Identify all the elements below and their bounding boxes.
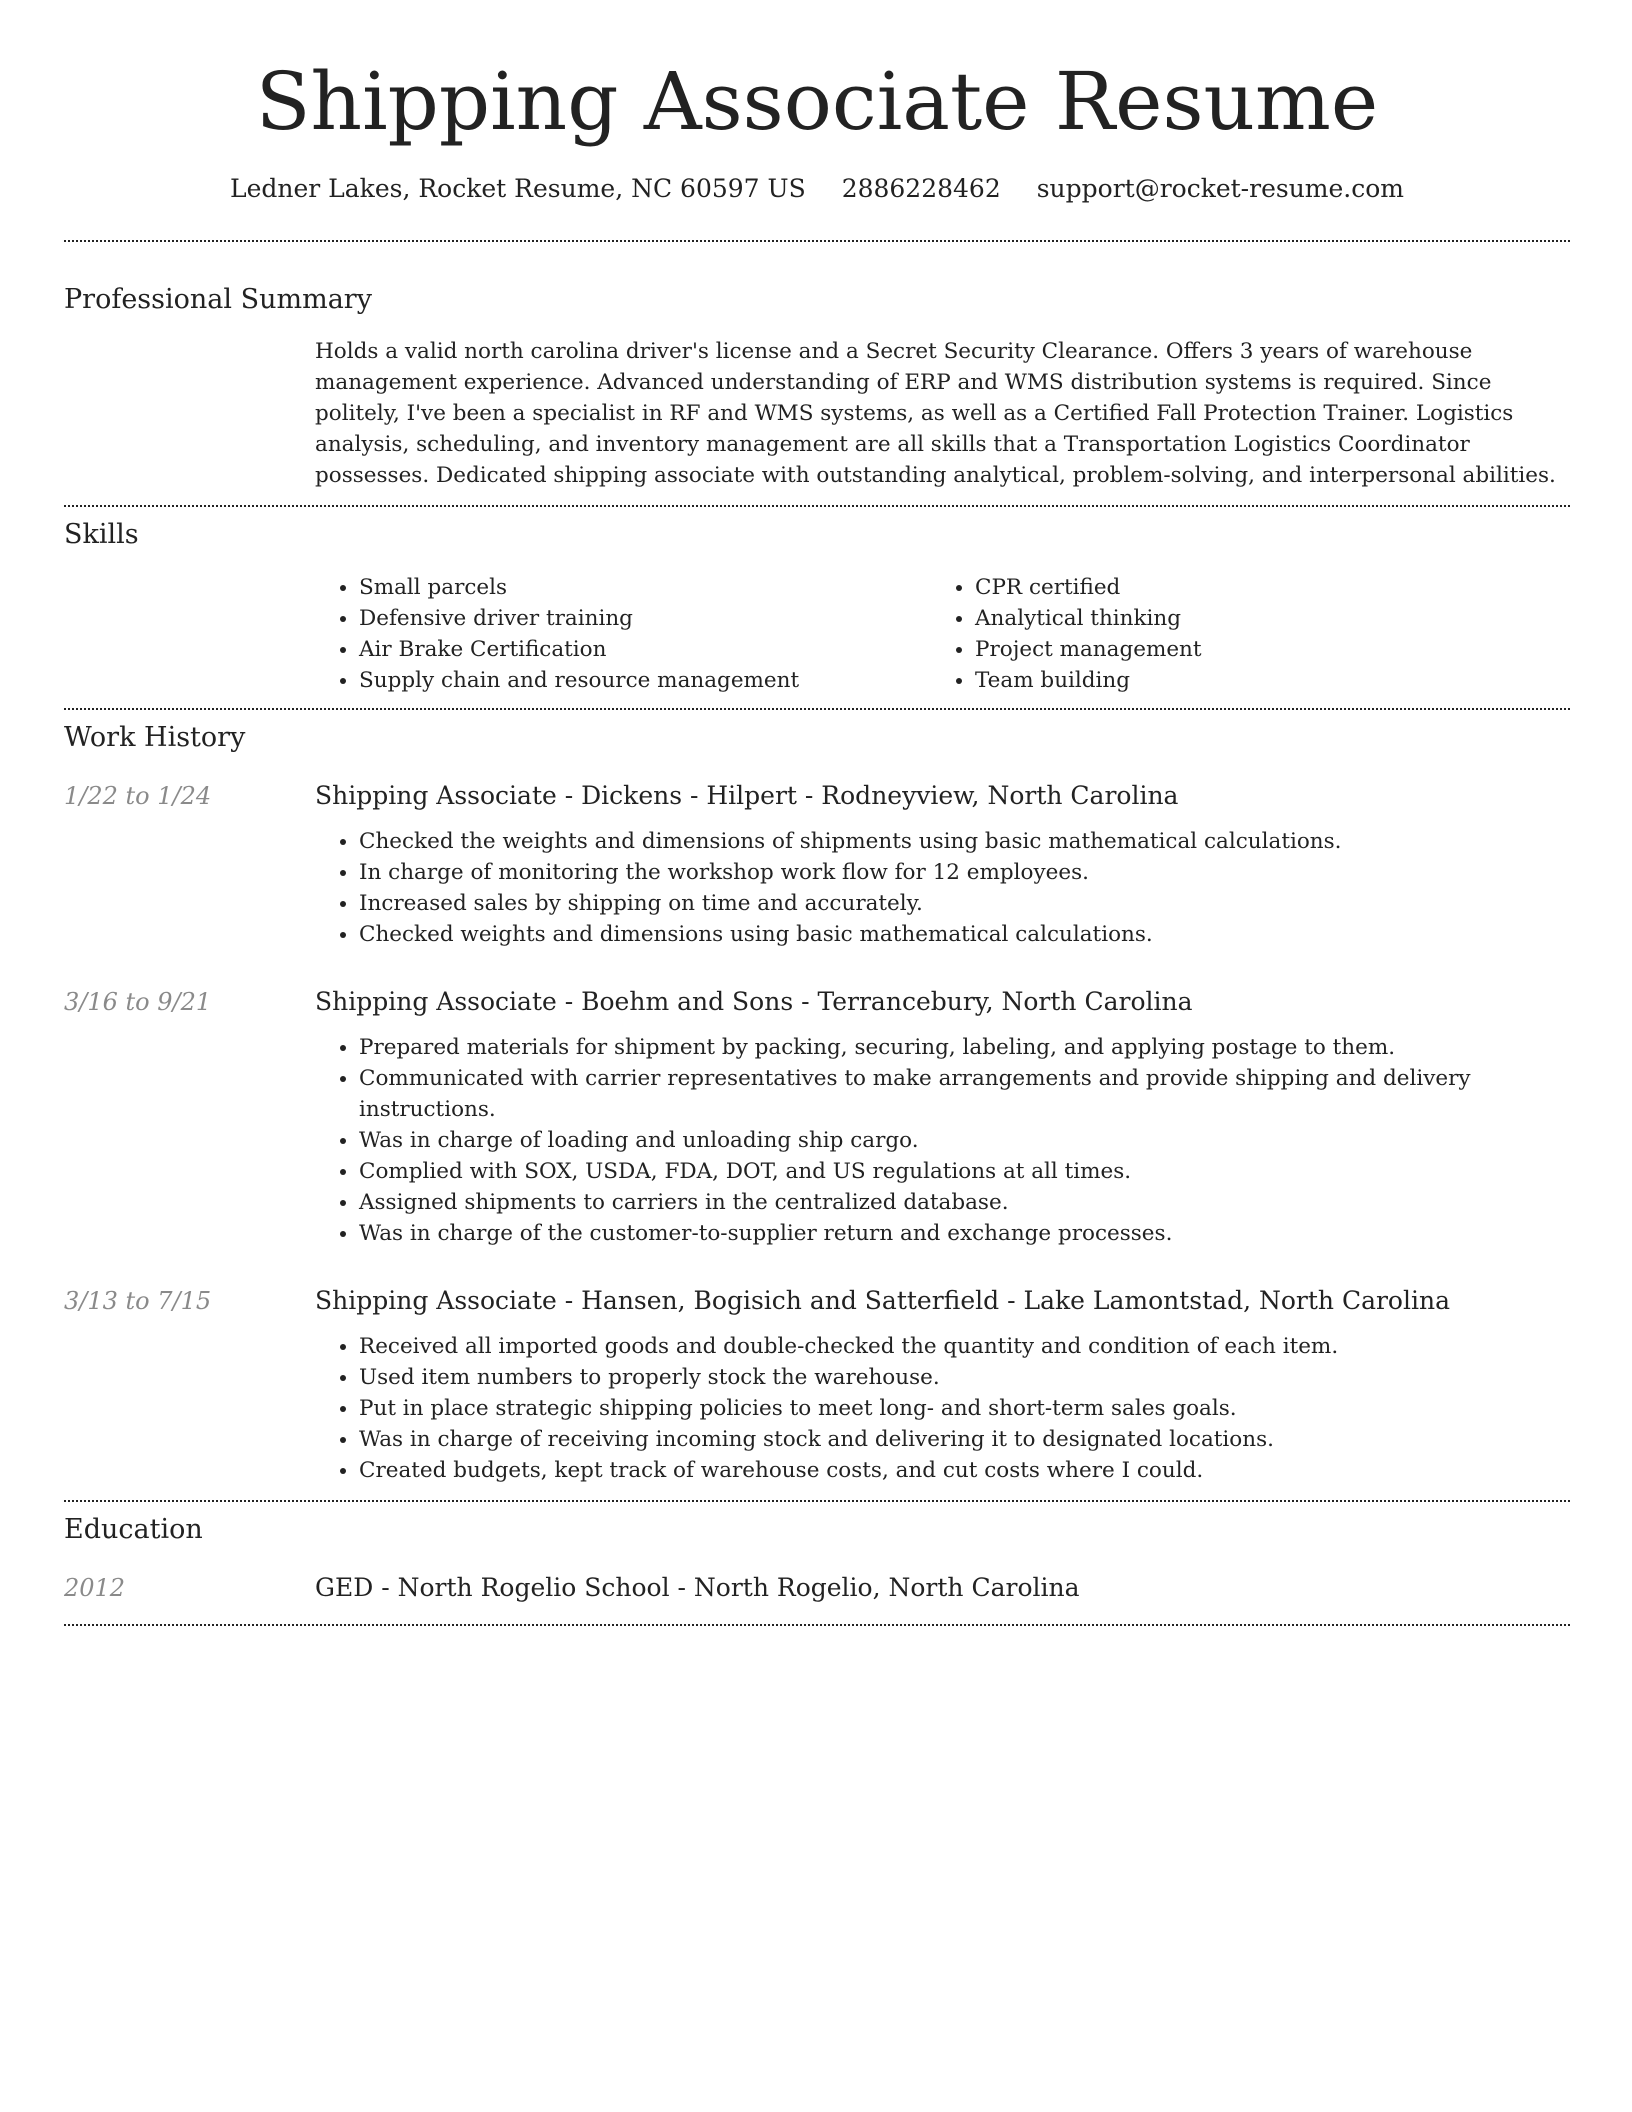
divider — [64, 505, 1570, 507]
job-bullet: • Created budgets, kept track of warehouse costs, and cut costs where I could. — [359, 1455, 1570, 1486]
job-bullet: • Complied with SOX, USDA, FDA, DOT, and US regulations at all times. — [359, 1156, 1570, 1187]
job-bullet: • Checked weights and dimensions using basic mathematical calculations. — [359, 919, 1570, 950]
job-date: 3/16 to 9/21 — [64, 988, 212, 1016]
job-bullet: • Put in place strategic shipping policies to meet long- and short-term sales goals. — [359, 1393, 1570, 1424]
job-bullet: • Assigned shipments to carriers in the centralized database. — [359, 1187, 1570, 1218]
skill-item: • Project management — [975, 634, 1547, 665]
job-entry — [64, 1283, 1570, 1486]
job-title: Shipping Associate - Boehm and Sons - Terrancebury, North Carolina — [315, 987, 1193, 1016]
summary-content — [315, 336, 1570, 491]
section-title-summary: Professional Summary — [64, 284, 372, 315]
skills-list — [315, 572, 1570, 696]
job-entry — [64, 778, 1570, 950]
skills-column-right — [931, 572, 1547, 696]
job-entry — [64, 984, 1570, 1249]
divider — [64, 1500, 1570, 1502]
job-title: Shipping Associate - Dickens - Hilpert - Rodneyview, North Carolina — [315, 781, 1179, 810]
job-bullet: • Was in charge of loading and unloading ship cargo. — [359, 1125, 1570, 1156]
skill-item: • Air Brake Certification — [359, 634, 931, 665]
skill-item: • Team building — [975, 665, 1547, 696]
job-bullet: • Was in charge of the customer-to-supplier return and exchange processes. — [359, 1218, 1570, 1249]
section-title-education: Education — [64, 1514, 203, 1545]
resume-page — [64, 0, 1570, 1626]
skill-item: • Small parcels — [359, 572, 931, 603]
skill-item: • Defensive driver training — [359, 603, 931, 634]
job-bullet: • Increased sales by shipping on time and accurately. — [359, 888, 1570, 919]
job-date: 3/13 to 7/15 — [64, 1287, 212, 1315]
contact-line — [64, 172, 1570, 206]
education-date: 2012 — [64, 1574, 126, 1602]
education-title: GED - North Rogelio School - North Rogelio, North Carolina — [315, 1573, 1080, 1602]
contact-email: support@rocket-resume.com — [1036, 174, 1405, 203]
divider — [64, 1624, 1570, 1626]
job-bullet: • Communicated with carrier representatives to make arrangements and provide shipping and delivery instructions. — [359, 1063, 1570, 1125]
skill-item: • CPR certified — [975, 572, 1547, 603]
skill-item: • Analytical thinking — [975, 603, 1547, 634]
resume-title: Shipping Associate Resume — [255, 55, 1379, 148]
summary-text: Holds a valid north carolina driver's license and a Secret Security Clearance. Offers 3 years of warehouse management experience. Advanced understanding of ERP and WMS distribution systems is required. Since politely, I've been a specialist in RF and WMS systems, as well as a Certified Fall Protection Trainer. Logistics analysis, scheduling, and inventory management are all skills that a Transportation Logistics Coordinator possesses. Dedicated shipping associate with outstanding analytical, problem-solving, and interpersonal abilities. — [315, 339, 1556, 488]
job-bullet: • Prepared materials for shipment by packing, securing, labeling, and applying postage to them. — [359, 1032, 1570, 1063]
job-bullets — [315, 1331, 1570, 1486]
job-bullet: • In charge of monitoring the workshop work flow for 12 employees. — [359, 857, 1570, 888]
divider — [64, 240, 1570, 242]
job-bullet: • Used item numbers to properly stock the warehouse. — [359, 1362, 1570, 1393]
skills-column-left — [315, 572, 931, 696]
skill-item: • Supply chain and resource management — [359, 665, 931, 696]
education-entry — [64, 1570, 1570, 1606]
divider — [64, 708, 1570, 710]
job-bullet: • Received all imported goods and double-checked the quantity and condition of each item. — [359, 1331, 1570, 1362]
contact-phone: 2886228462 — [841, 174, 1001, 203]
job-bullet: • Was in charge of receiving incoming stock and delivering it to designated locations. — [359, 1424, 1570, 1455]
job-bullets — [315, 826, 1570, 950]
job-bullet: • Checked the weights and dimensions of shipments using basic mathematical calculations. — [359, 826, 1570, 857]
job-bullets — [315, 1032, 1570, 1249]
job-title: Shipping Associate - Hansen, Bogisich and Satterfield - Lake Lamontstad, North Carolina — [315, 1286, 1450, 1315]
section-title-skills: Skills — [64, 519, 139, 550]
contact-address: Ledner Lakes, Rocket Resume, NC 60597 US — [229, 174, 806, 203]
section-title-work: Work History — [64, 722, 246, 753]
job-date: 1/22 to 1/24 — [64, 782, 212, 810]
